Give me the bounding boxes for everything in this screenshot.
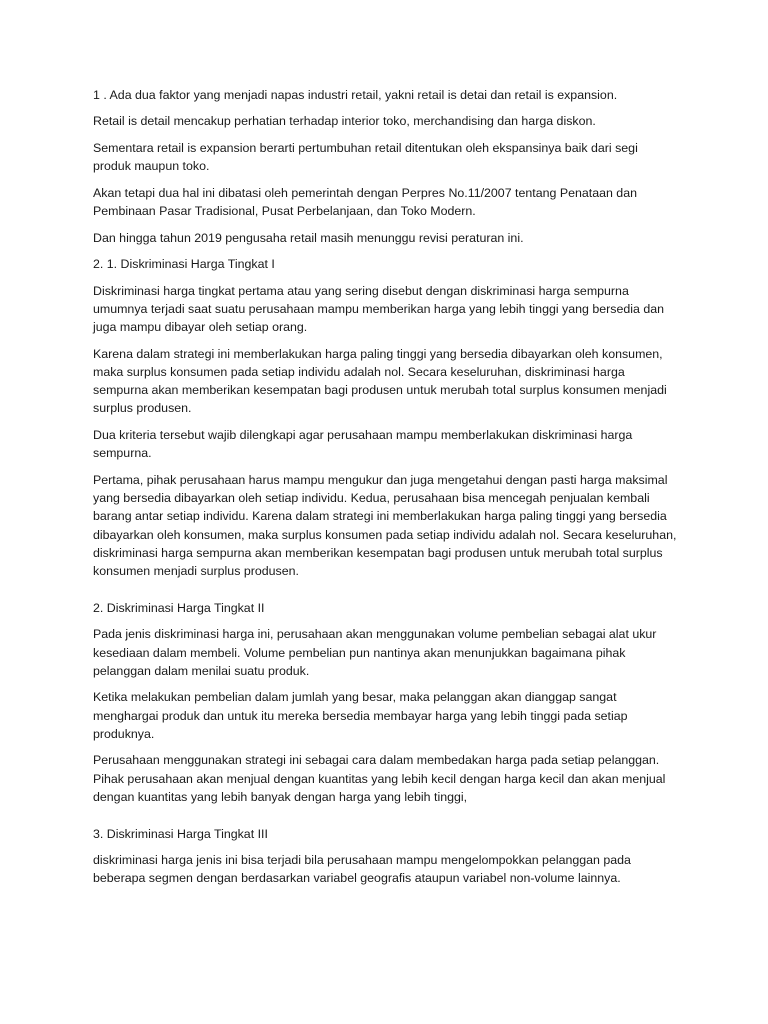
paragraph-retail-factors: 1 . Ada dua faktor yang menjadi napas industri retail, yakni retail is detai dan retail is expansion. <box>93 88 618 102</box>
document-body <box>93 86 678 896</box>
heading-tingkat-3: 3. Diskriminasi Harga Tingkat III <box>93 826 268 841</box>
paragraph-tingkat-1-pertama: Pertama, pihak perusahaan harus mampu mengukur dan juga mengetahui dengan pasti harga maksimal yang bersedia dibayarkan oleh setiap individu. Kedua, perusahaan bisa mencegah penjualan kembali barang antar setiap individu. Karena dalam strategi ini memberlakukan harga paling tinggi yang bersedia dibayarkan oleh konsumen, maka surplus konsumen pada setiap individu adalah nol. Secara keseluruhan, diskriminasi harga sempurna akan memberikan kesempatan bagi produsen untuk merubah total surplus konsumen menjadi surplus produsen. <box>93 472 677 579</box>
paragraph-tingkat-3-segmen: diskriminasi harga jenis ini bisa terjadi bila perusahaan mampu mengelompokkan pelanggan pada beberapa segmen dengan berdasarkan variabel geografis ataupun variabel non-volume lainnya. <box>93 853 631 886</box>
heading-tingkat-2: 2. Diskriminasi Harga Tingkat II <box>93 600 265 615</box>
paragraph-tingkat-1-kriteria: Dua kriteria tersebut wajib dilengkapi agar perusahaan mampu memberlakukan diskriminasi harga sempurna. <box>93 427 633 461</box>
paragraph-retail-expansion: Sementara retail is expansion berarti pertumbuhan retail ditentukan oleh ekspansinya baik dari segi produk maupun toko. <box>93 140 638 174</box>
paragraph-retail-detail: Retail is detail mencakup perhatian terhadap interior toko, merchandising dan harga diskon. <box>93 114 596 129</box>
heading-tingkat-1: 2. 1. Diskriminasi Harga Tingkat I <box>93 257 275 272</box>
paragraph-tingkat-2-perusahaan: Perusahaan menggunakan strategi ini sebagai cara dalam membedakan harga pada setiap pelanggan. Pihak perusahaan akan menjual dengan kuantitas yang lebih kecil dengan harga kecil dan akan menjual dengan kuantitas yang lebih banyak dengan harga yang lebih tinggi, <box>93 753 666 805</box>
paragraph-tingkat-1-definisi: Diskriminasi harga tingkat pertama atau yang sering disebut dengan diskriminasi harga sempurna umumnya terjadi saat suatu perusahaan mampu memberikan harga yang lebih tinggi yang bersedia dan juga mampu dibayar oleh setiap orang. <box>93 283 665 335</box>
paragraph-tingkat-2-ketika: Ketika melakukan pembelian dalam jumlah yang besar, maka pelanggan akan dianggap sangat menghargai produk dan untuk itu mereka bersedia membayar harga yang lebih tinggi pada setiap produknya. <box>93 690 628 741</box>
paragraph-tingkat-2-volume: Pada jenis diskriminasi harga ini, perusahaan akan menggunakan volume pembelian sebagai alat ukur kesediaan dalam membeli. Volume pembelian pun nantinya akan menunjukkan bagaimana pihak pelanggan dalam menilai suatu produk. <box>93 627 657 678</box>
paragraph-perpres: Akan tetapi dua hal ini dibatasi oleh pemerintah dengan Perpres No.11/2007 tentang Penataan dan Pembinaan Pasar Tradisional, Pusat Perbelanjaan, dan Toko Modern. <box>93 185 637 219</box>
paragraph-revisi: Dan hingga tahun 2019 pengusaha retail masih menunggu revisi peraturan ini. <box>93 230 524 245</box>
paragraph-tingkat-1-strategi: Karena dalam strategi ini memberlakukan harga paling tinggi yang bersedia dibayarkan oleh konsumen, maka surplus konsumen pada setiap individu adalah nol. Secara keseluruhan, diskriminasi harga sempurna akan memberikan kesempatan bagi produsen untuk merubah total surplus konsumen menjadi surplus produsen. <box>93 346 667 416</box>
